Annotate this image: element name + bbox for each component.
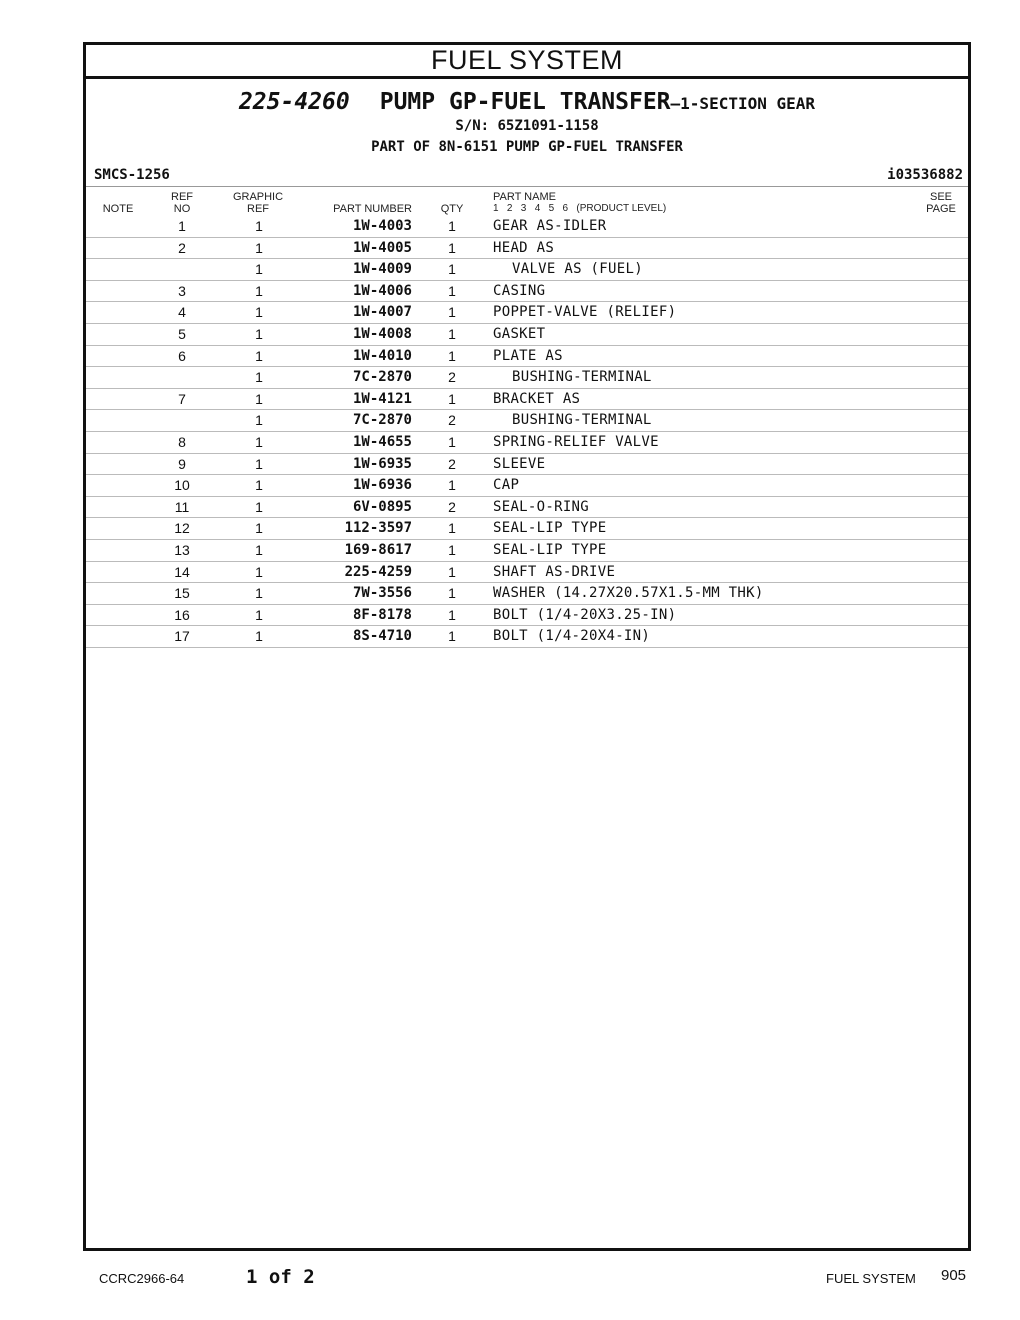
table-row <box>86 540 968 562</box>
graphic-ref-cell: 1 <box>255 325 263 342</box>
section-title: FUEL SYSTEM <box>86 45 968 79</box>
footer-doc-code: CCRC2966-64 <box>99 1271 185 1286</box>
table-row <box>86 410 968 432</box>
part-name-cell: GEAR AS-IDLER <box>493 218 607 234</box>
part-of-line: PART OF 8N-6151 PUMP GP-FUEL TRANSFER <box>371 139 683 155</box>
table-row <box>86 605 968 627</box>
table-row <box>86 626 968 648</box>
col-see-page-header <box>916 191 966 215</box>
graphic-ref-cell: 1 <box>255 585 263 602</box>
part-name-cell: GASKET <box>493 325 546 342</box>
part-number-cell: 1W-4003 <box>352 218 412 234</box>
col-graphic-ref-header <box>228 191 288 215</box>
table-row <box>86 454 968 476</box>
part-number-cell: 1W-4005 <box>352 239 412 256</box>
col-part-name-header: PART NAME <box>493 191 556 203</box>
graphic-ref-cell: 1 <box>255 628 263 645</box>
part-name-cell: SLEEVE <box>493 455 546 472</box>
part-number-cell: 8F-8178 <box>352 606 412 623</box>
part-number-cell: 7W-3556 <box>352 585 412 602</box>
qty-cell: 1 <box>448 477 456 494</box>
part-name-cell: BOLT (1/4-20X4-IN) <box>493 628 651 645</box>
part-name-cell: SHAFT AS-DRIVE <box>493 563 616 580</box>
table-row <box>86 518 968 540</box>
graphic-ref-cell: 1 <box>255 369 263 386</box>
part-number-cell: 1W-4121 <box>352 390 412 407</box>
qty-cell: 1 <box>448 347 456 364</box>
col-graphic-top: GRAPHIC <box>232 191 284 203</box>
qty-cell: 2 <box>448 369 456 386</box>
smcs-code: SMCS-1256 <box>94 167 170 183</box>
part-number-cell: 1W-4006 <box>352 282 412 299</box>
part-number-cell: 1W-6936 <box>352 477 412 494</box>
col-see-top: SEE <box>929 191 952 203</box>
ref-no-cell: 10 <box>174 477 190 494</box>
col-qty-header: QTY <box>440 203 464 215</box>
ref-no-cell: 7 <box>178 390 186 407</box>
table-row <box>86 238 968 260</box>
table-row <box>86 324 968 346</box>
table-row <box>86 389 968 411</box>
part-name-cell: BOLT (1/4-20X3.25-IN) <box>493 606 677 623</box>
qty-cell: 1 <box>448 218 456 234</box>
qty-cell: 1 <box>448 282 456 299</box>
parts-table <box>86 216 968 648</box>
graphic-ref-cell: 1 <box>255 412 263 429</box>
part-number-cell: 1W-6935 <box>352 455 412 472</box>
part-name-cell: SEAL-O-RING <box>493 498 590 515</box>
part-name-cell: BUSHING-TERMINAL <box>512 412 652 429</box>
col-ref-top: REF <box>171 191 193 203</box>
ref-no-cell: 1 <box>178 218 186 234</box>
table-row <box>86 346 968 368</box>
qty-cell: 1 <box>448 628 456 645</box>
graphic-ref-cell: 1 <box>255 347 263 364</box>
ref-no-cell: 6 <box>178 347 186 364</box>
table-row <box>86 216 968 238</box>
header-divider <box>86 186 968 187</box>
ref-no-cell: 5 <box>178 325 186 342</box>
part-name-cell: SPRING-RELIEF VALVE <box>493 433 659 450</box>
col-graphic-bottom: REF <box>247 203 269 215</box>
graphic-ref-cell: 1 <box>255 304 263 321</box>
qty-cell: 2 <box>448 412 456 429</box>
page-frame <box>83 42 971 1251</box>
table-row <box>86 475 968 497</box>
graphic-ref-cell: 1 <box>255 239 263 256</box>
group-title <box>86 89 968 115</box>
part-number-cell: 169-8617 <box>344 541 412 558</box>
ref-no-cell: 8 <box>178 433 186 450</box>
qty-cell: 2 <box>448 455 456 472</box>
graphic-ref-cell: 1 <box>255 606 263 623</box>
part-number-cell: 8S-4710 <box>352 628 412 645</box>
part-name-cell: CAP <box>493 477 520 494</box>
qty-cell: 1 <box>448 261 456 278</box>
qty-cell: 1 <box>448 541 456 558</box>
part-name-cell: CASING <box>493 282 546 299</box>
ref-no-cell: 2 <box>178 239 186 256</box>
graphic-ref-cell: 1 <box>255 541 263 558</box>
table-row <box>86 497 968 519</box>
part-name-cell: BRACKET AS <box>493 390 581 407</box>
part-number-cell: 225-4259 <box>344 563 412 580</box>
qty-cell: 1 <box>448 585 456 602</box>
ref-no-cell: 17 <box>174 628 190 645</box>
graphic-ref-cell: 1 <box>255 498 263 515</box>
part-number-cell: 1W-4010 <box>352 347 412 364</box>
footer-section: FUEL SYSTEM <box>826 1271 916 1286</box>
ref-no-cell: 3 <box>178 282 186 299</box>
serial-number: S/N: 65Z1091-1158 <box>455 118 599 134</box>
footer-page-of: 1 of 2 <box>246 1266 315 1288</box>
ref-no-cell: 14 <box>174 563 190 580</box>
ref-no-cell: 9 <box>178 455 186 472</box>
qty-cell: 1 <box>448 390 456 407</box>
col-product-level-header: 1 2 3 4 5 6 (PRODUCT LEVEL) <box>493 203 667 214</box>
table-row <box>86 562 968 584</box>
part-number-cell: 1W-4008 <box>352 325 412 342</box>
qty-cell: 1 <box>448 433 456 450</box>
col-see-bottom: PAGE <box>926 203 956 215</box>
table-row <box>86 367 968 389</box>
graphic-ref-cell: 1 <box>255 477 263 494</box>
footer-page-number: 905 <box>941 1267 967 1284</box>
part-number-cell: 6V-0895 <box>352 498 412 515</box>
table-row <box>86 583 968 605</box>
table-row <box>86 259 968 281</box>
part-name-cell: HEAD AS <box>493 239 555 256</box>
col-ref-no-header <box>166 191 198 215</box>
ref-no-cell: 13 <box>174 541 190 558</box>
graphic-ref-cell: 1 <box>255 520 263 537</box>
graphic-ref-cell: 1 <box>255 433 263 450</box>
ref-no-cell: 4 <box>178 304 186 321</box>
ref-no-cell: 16 <box>174 606 190 623</box>
qty-cell: 1 <box>448 520 456 537</box>
ref-no-cell: 11 <box>174 498 190 515</box>
graphic-ref-cell: 1 <box>255 390 263 407</box>
qty-cell: 1 <box>448 304 456 321</box>
part-number-cell: 1W-4655 <box>352 433 412 450</box>
graphic-ref-cell: 1 <box>255 282 263 299</box>
illustration-id: i03536882 <box>887 167 963 183</box>
col-part-number-header: PART NUMBER <box>333 203 412 215</box>
part-name-cell: POPPET-VALVE (RELIEF) <box>493 304 677 321</box>
part-number-cell: 112-3597 <box>344 520 412 537</box>
group-sub-name: —1-SECTION GEAR <box>670 94 816 113</box>
qty-cell: 2 <box>448 498 456 515</box>
table-row <box>86 302 968 324</box>
part-name-cell: WASHER (14.27X20.57X1.5-MM THK) <box>493 585 764 602</box>
part-name-cell: SEAL-LIP TYPE <box>493 541 607 558</box>
graphic-ref-cell: 1 <box>255 261 263 278</box>
graphic-ref-cell: 1 <box>255 455 263 472</box>
graphic-ref-cell: 1 <box>255 218 263 234</box>
part-name-cell: BUSHING-TERMINAL <box>512 369 652 386</box>
part-name-cell: VALVE AS (FUEL) <box>512 261 643 278</box>
part-number-cell: 7C-2870 <box>352 412 412 429</box>
group-name: PUMP GP-FUEL TRANSFER <box>379 89 671 115</box>
part-number-cell: 1W-4009 <box>352 261 412 278</box>
part-number-cell: 7C-2870 <box>352 369 412 386</box>
group-number: 225-4260 <box>238 89 350 115</box>
qty-cell: 1 <box>448 239 456 256</box>
qty-cell: 1 <box>448 563 456 580</box>
col-ref-bottom: NO <box>173 203 191 215</box>
part-number-cell: 1W-4007 <box>352 304 412 321</box>
table-row <box>86 281 968 303</box>
qty-cell: 1 <box>448 606 456 623</box>
qty-cell: 1 <box>448 325 456 342</box>
ref-no-cell: 15 <box>174 585 190 602</box>
ref-no-cell: 12 <box>174 520 190 537</box>
part-name-cell: SEAL-LIP TYPE <box>493 520 607 537</box>
table-row <box>86 432 968 454</box>
part-name-cell: PLATE AS <box>493 347 563 364</box>
col-note-header: NOTE <box>102 203 134 215</box>
graphic-ref-cell: 1 <box>255 563 263 580</box>
